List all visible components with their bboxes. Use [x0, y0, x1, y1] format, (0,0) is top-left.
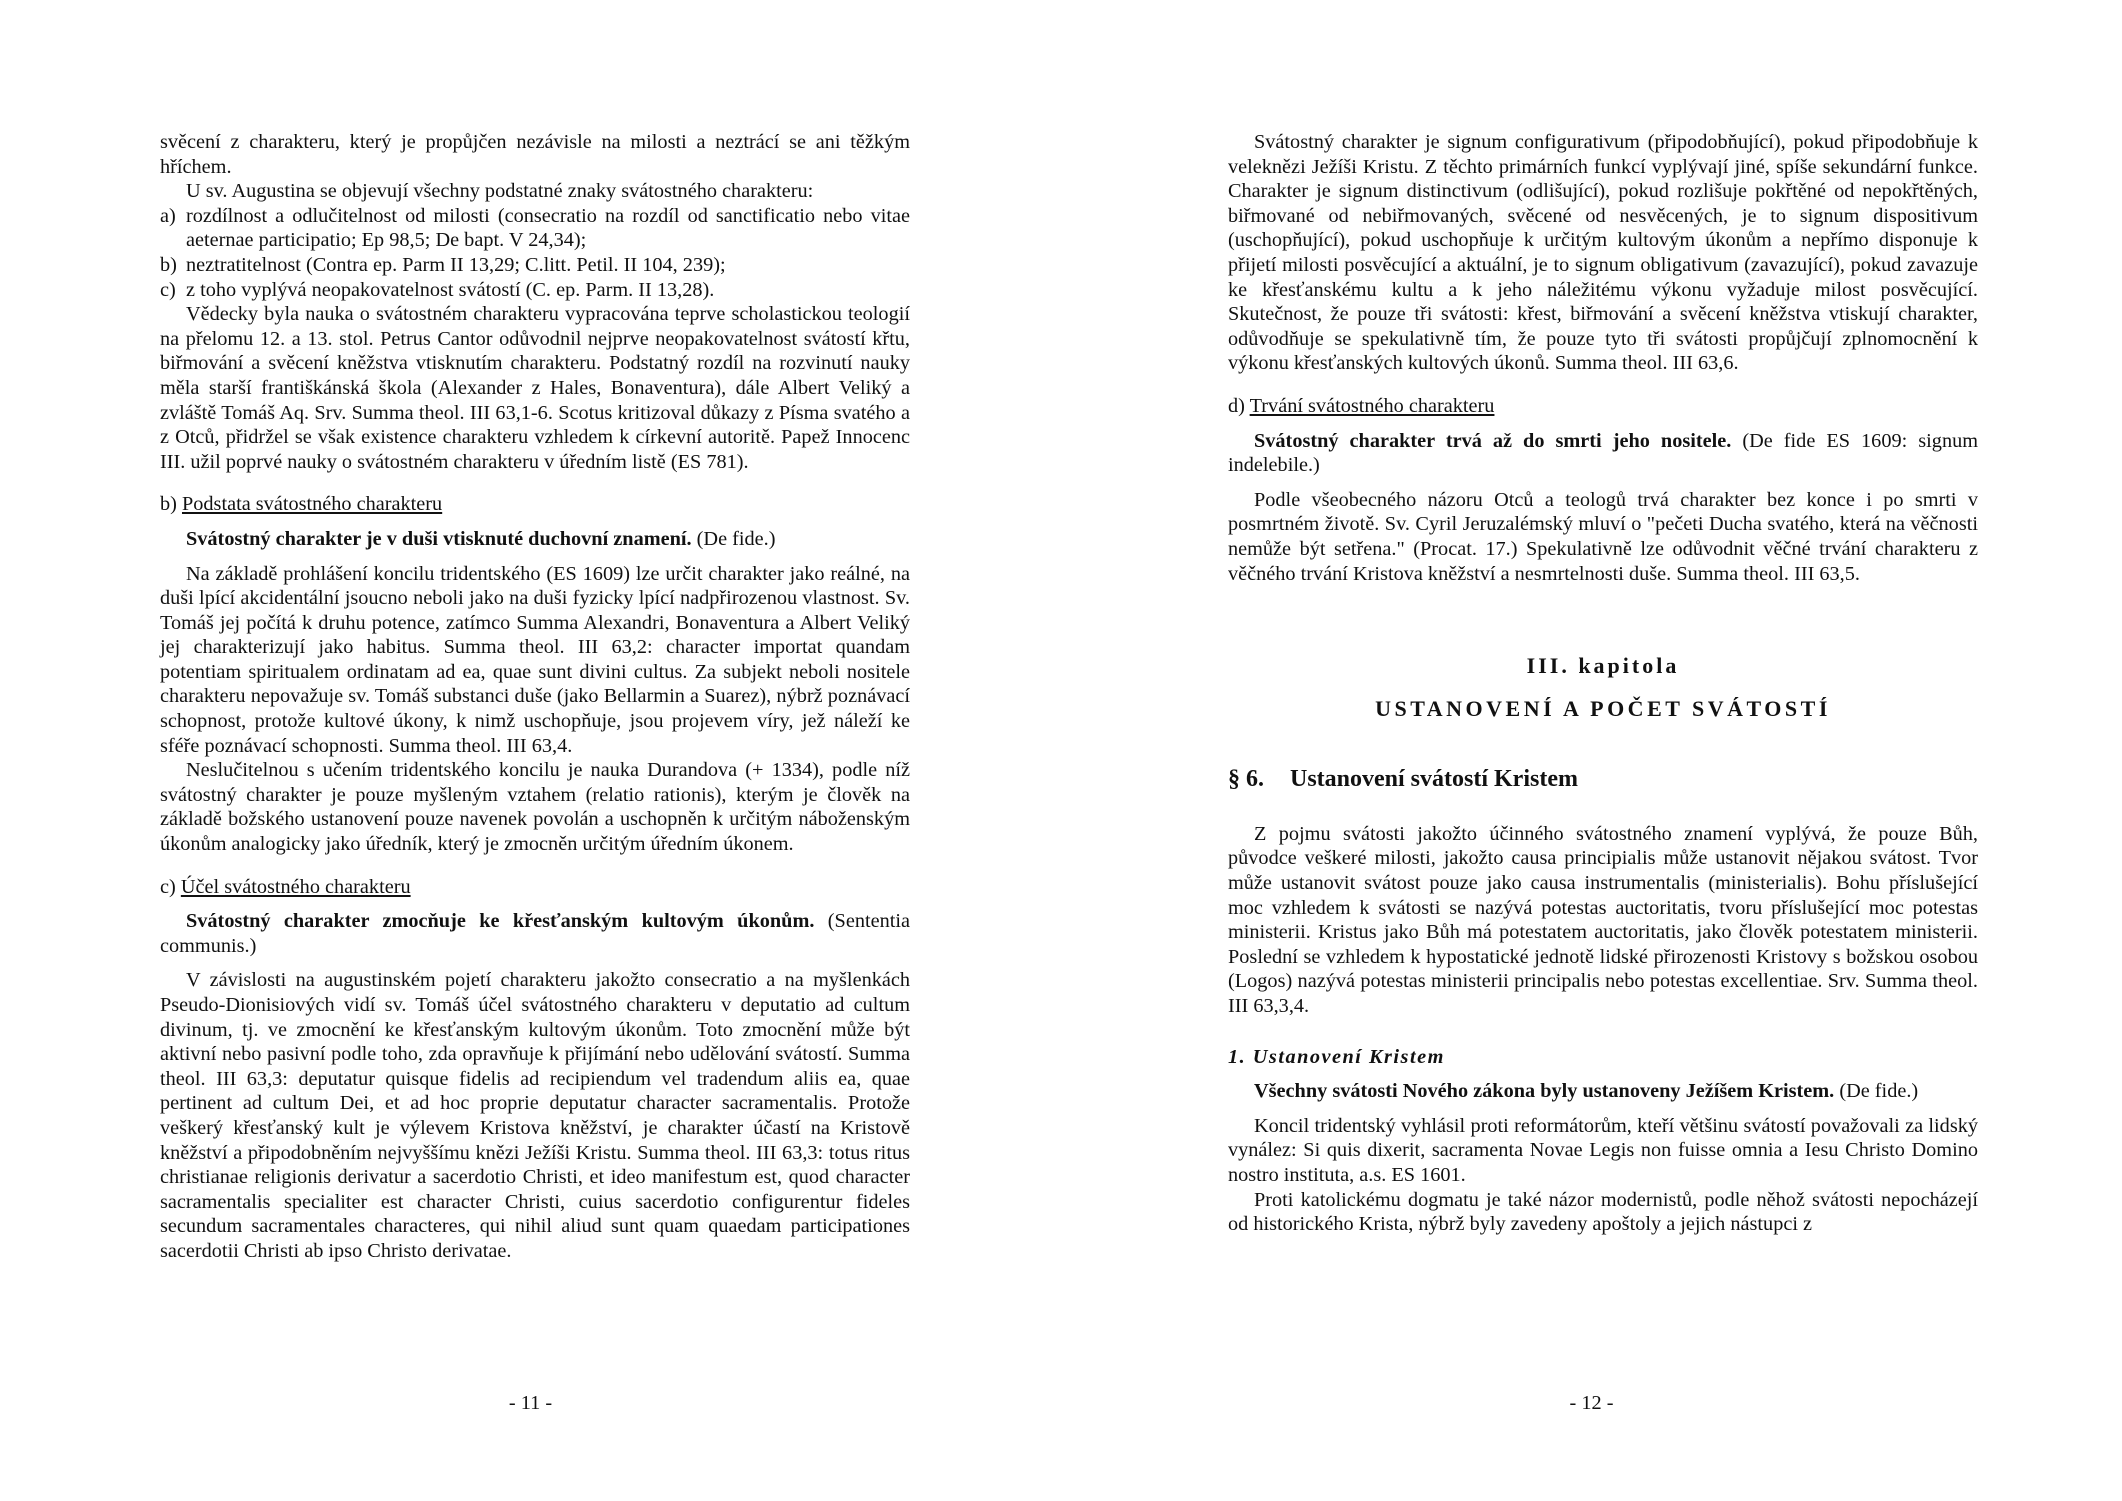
paragraph: svěcení z charakteru, který je propůjčen nezávisle na milosti a neztrácí se ani těžkým hříchem.: [160, 131, 910, 178]
thesis-note: (De fide.): [1834, 1080, 1919, 1103]
list-item-text: rozdílnost a odlučitelnost od milosti (consecratio na rozdíl od sanctificatio nebo vitae aeternae participatio; Ep 98,5; De bapt. V 24,34);: [186, 204, 910, 252]
paragraph: Na základě prohlášení koncilu tridentského (ES 1609) lze určit charakter jako reálné, na duši lpící akcidentální jsoucno neboli jako na duši fyzicky lpící nadpřirozenou vlastnost. Sv. Tomáš jej počítá k druhu potence, zatímco Summa Alexandri, Bonaventura a Albert Veliký jej charakterizují jako habitus. Summa theol. III 63,2: character importat quandam potentiam spiritualem ordinatam ad ea, quae sunt divini cultus. Za subjekt neboli nositele charakteru nepovažuje sv. Tomáš substanci duše (jako Bellarmin a Suarez), nýbrž poznávací schopnost, protože kultové úkony, k nimž uschopňuje, jsou projevem víry, jež náleží ke sféře poznávací schopnosti. Summa theol. III 63,4.: [160, 562, 910, 757]
list-item-label: c): [160, 278, 176, 301]
thesis-bold: Všechny svátosti Nového zákona byly ustanoveny Ježíšem Kristem.: [1254, 1080, 1835, 1103]
section-title: Ustanovení svátostí Kristem: [1290, 766, 1578, 793]
thesis: [1228, 1079, 1978, 1104]
list-item: [160, 204, 910, 253]
thesis-note: (Sententia communis.): [160, 910, 911, 957]
paragraph: U sv. Augustina se objevují všechny podstatné znaky svátostného charakteru:: [186, 180, 814, 203]
thesis: [1228, 429, 1978, 478]
page-number: - 12 -: [1569, 1392, 1614, 1414]
chapter-title: USTANOVENÍ A POČET SVÁTOSTÍ: [1375, 695, 1831, 721]
thesis: [160, 909, 910, 958]
list-item-label: a): [160, 204, 176, 227]
thesis-bold: Svátostný charakter zmocňuje ke křesťanským kultovým úkonům.: [186, 910, 815, 933]
paragraph: Vědecky byla nauka o svátostném charakteru vypracována teprve scholastickou teologií na přelomu 12. a 13. stol. Petrus Cantor odůvodnil nejprve neopakovatelnost svátostí křtu, biřmování a svěcení kněžstva vtisknutím charakteru. Podstatný rozdíl na rozvinutí nauky měla starší františkánská škola (Alexander z Hales, Bonaventura), dále Albert Veliký a zvláště Tomáš Aq. Srv. Summa theol. III 63,1-6. Scotus kritizoval důkazy z Písma svatého a z Otců, přidržel se však existence charakteru vzhledem k církevní autoritě. Papež Innocenc III. užil poprvé nauky o svátostném charakteru v úředním listě (ES 781).: [160, 303, 910, 473]
subheading-text: Trvání svátostného charakteru: [1249, 394, 1495, 417]
right-page: [1061, 0, 2122, 1501]
list-item: [160, 278, 910, 303]
page-number: - 11 -: [508, 1392, 553, 1414]
chapter-label: III. kapitola: [1526, 653, 1680, 679]
subheading-c: [160, 875, 910, 900]
subheading-label: c): [160, 875, 176, 898]
thesis: [160, 527, 910, 552]
list-item-label: b): [160, 253, 177, 276]
subheading-d: [1228, 394, 1978, 419]
subheading-text: Účel svátostného charakteru: [180, 875, 411, 898]
left-text-column: [160, 130, 910, 1264]
subheading-label: d): [1228, 394, 1245, 417]
thesis-bold: Svátostný charakter trvá až do smrti jeho nositele.: [1254, 429, 1732, 452]
list-item: [160, 253, 910, 278]
paragraph: Koncil tridentský vyhlásil proti reformátorům, kteří většinu svátostí považovali za lidský vynález: Si quis dixerit, sacramenta Novae Legis non fuisse omnia a Iesu Christo Domino nostro instituta, a.s. ES 1601.: [1228, 1114, 1978, 1186]
paragraph: Z pojmu svátosti jakožto účinného svátostného znamení vyplývá, že pouze Bůh, původce veškeré milosti, jakožto causa principialis může ustanovit nějakou svátost. Tvor může ustanovit svátost pouze jako causa instrumentalis (ministerialis). Bohu příslušející moc vzhledem k svátosti se nazývá potestas auctoritatis, tvoru příslušející moc potestas ministerii. Kristus jako Bůh má potestatem auctoritatis, jako člověk potestatem ministerii. Poslední se vzhledem k hypostatické jednotě lidské přirozenosti Kristovy s božskou osobou (Logos) nazývá potestas ministerii principalis nebo potestas excellentiae. Srv. Summa theol. III 63,3,4.: [1228, 822, 1978, 1018]
paragraph: Podle všeobecného názoru Otců a teologů trvá charakter bez konce i po smrti v posmrtném životě. Sv. Cyril Jeruzalémský mluví o "pečeti Ducha svatého, která na věčnosti nemůže být setřena." (Procat. 17.) Spekulativně lze odůvodnit věčné trvání charakteru z věčného trvání Kristova kněžství a nesmrtelnosti duše. Summa theol. III 63,5.: [1228, 488, 1978, 585]
subheading-b: [160, 492, 910, 517]
paragraph: Neslučitelnou s učením tridentského koncilu je nauka Durandova (+ 1334), podle níž svátostný charakter je pouze myšleným vztahem (relatio rationis), kterým je člověk na základě božského ustanovení pouze navenek povolán a uschopněn k určitým náboženským úkonům analogicky jako úředník, který je zmocněn určitým úředním úkonem.: [160, 759, 910, 856]
right-text-column: [1228, 130, 1978, 1237]
thesis-note: (De fide ES 1609: signum indelebile.): [1228, 429, 1978, 477]
section-number: § 6.: [1228, 766, 1264, 793]
subheading-text: Podstata svátostného charakteru: [181, 493, 443, 516]
paragraph: Svátostný charakter je signum configurativum (připodobňující), pokud připodobňuje k veleknězi Ježíši Kristu. Z těchto primárních funkcí vyplývají jiné, spíše sekundární funkce. Charakter je signum distinctivum (odlišující), pokud rozlišuje pokřtěné od nepokřtěných, biřmované od nebiřmovaných, svěcené od nesvěcených, je to signum dispositivum (uschopňující), pokud uschopňuje k určitým kultovým úkonům a nepřímo disponuje k přijetí milosti posvěcující a aktuální, je to signum obligativum (zavazující), pokud zavazuje ke křesťanskému kultu a k jeho náležitému výkonu vyžaduje milost posvěcující. Skutečnost, že pouze tři svátosti: křest, biřmování a svěcení kněžstva vtiskují charakter, odůvodňuje se spekulativně tím, že pouze tyto tři svátosti propůjčují zplnomocnění k výkonu křesťanských kultových úkonů. Summa theol. III 63,6.: [1228, 131, 1978, 375]
list-item-text: z toho vyplývá neopakovatelnost svátostí (C. ep. Parm. II 13,28).: [186, 278, 715, 301]
thesis-note: (De fide.): [691, 527, 776, 550]
subheading-label: b): [160, 493, 177, 516]
list-item-text: neztratitelnost (Contra ep. Parm II 13,29; C.litt. Petil. II 104, 239);: [186, 253, 726, 276]
thesis-bold: Svátostný charakter je v duši vtisknuté duchovní znamení.: [186, 527, 692, 550]
subsection-heading: 1. Ustanovení Kristem: [1228, 1045, 1445, 1068]
paragraph: Proti katolickému dogmatu je také názor modernistů, podle něhož svátosti nepocházejí od historického Krista, nýbrž byly zavedeny apoštoly a jejich nástupci z: [1228, 1188, 1978, 1236]
section-heading: [1228, 767, 1978, 792]
paragraph: V závislosti na augustinském pojetí charakteru jakožto consecratio a na myšlenkách Pseudo-Dionisiových vidí sv. Tomáš účel svátostného charakteru v deputatio ad cultum divinum, tj. ve zmocnění ke křesťanským kultovým úkonům. Toto zmocnění může být aktivní nebo pasivní podle toho, zda opravňuje k přijímání nebo udělování svátostí. Summa theol. III 63,3: deputatur quisque fidelis ad recipiendum vel tradendum aliis ea, quae pertinent ad cultum Dei, et ad hoc proprie deputatur character sacramentalis. Protože veškerý křesťanský kult je výlevem Kristova kněžství, je charakter účastí na Kristově kněžství a připodobněním nejvyššímu knězi Ježíši Kristu. Summa theol. III 63,3: totus ritus christianae religionis derivatur a sacerdotio Christi, et ideo manifestum est, quod character sacramentalis specialiter est character Christi, cuius sacerdotio configurentur fideles secundum sacramentales characteres, qui nihil aliud sunt quam quaedam participationes sacerdotii Christi ab ipso Christo derivatae.: [160, 969, 910, 1262]
